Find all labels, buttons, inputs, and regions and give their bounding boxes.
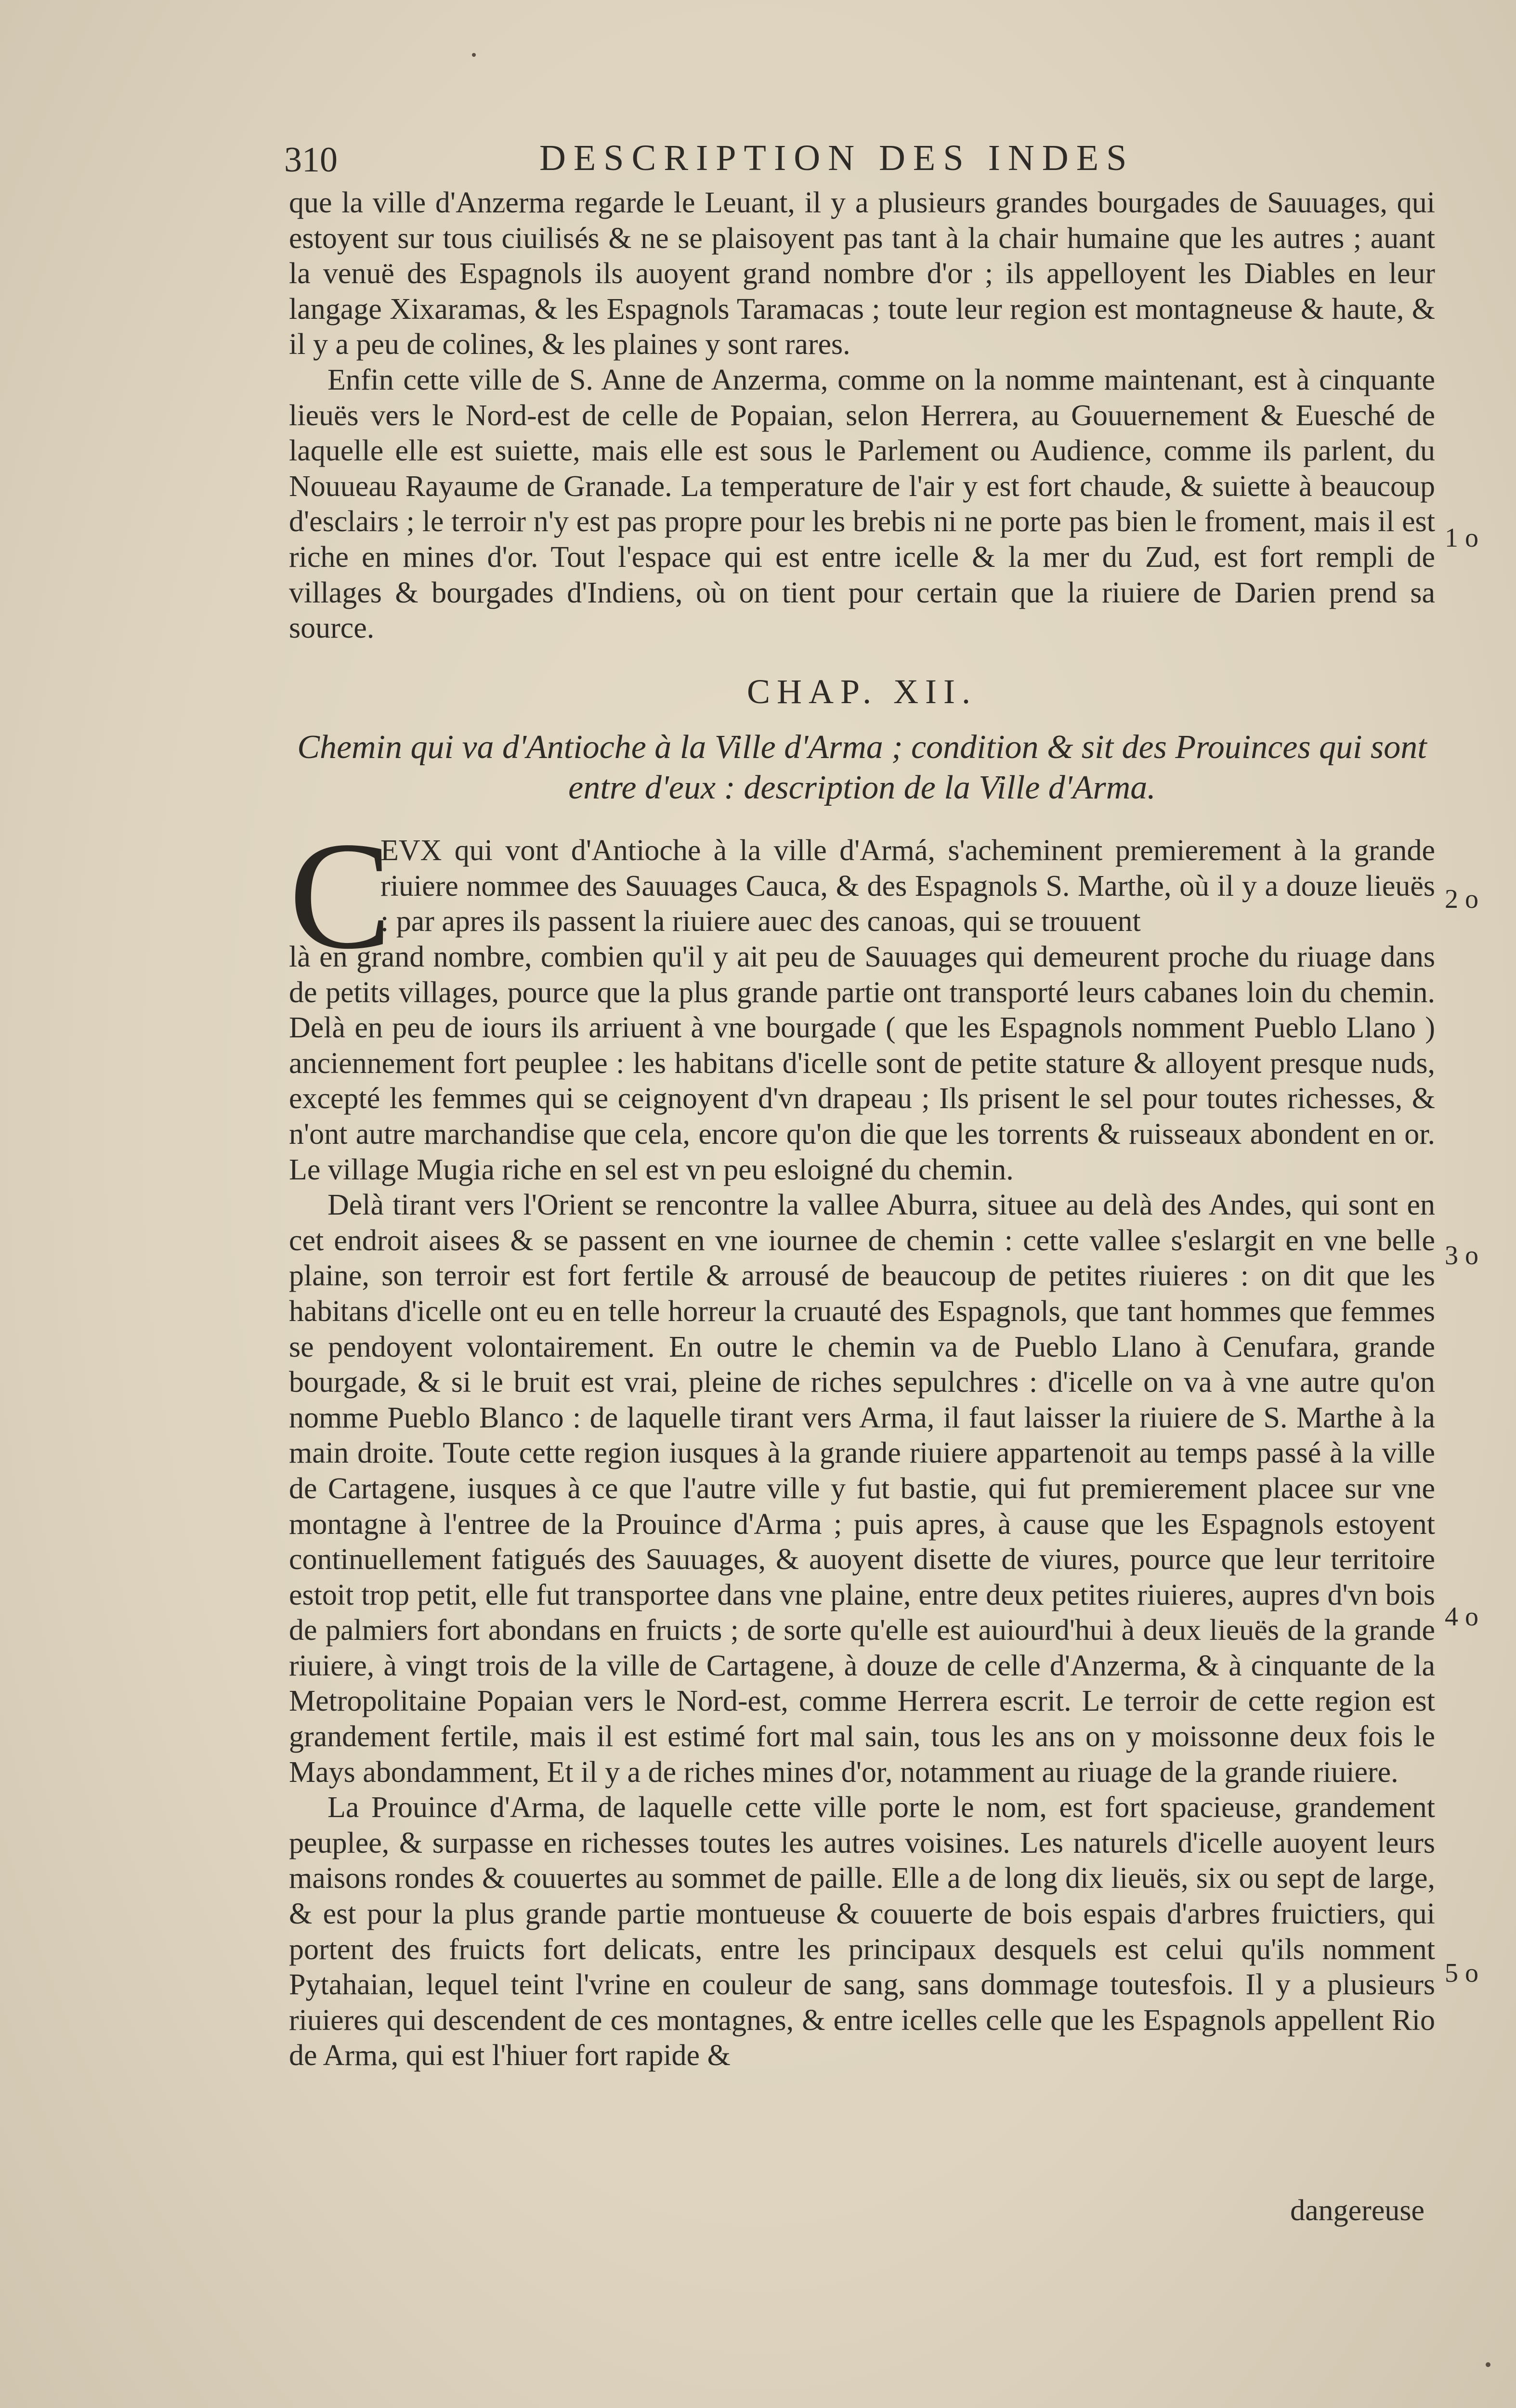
paragraph: Delà tirant vers l'Orient se rencontre la vallee Aburra, situee au delà des Andes, qui sont en cet endroit aisees & se passent en vne iournee de chemin : cette vallee s'eslargit en vne belle plaine, son terroir est fort fertile & arrousé de beaucoup de petites riuieres : on dit que les habitans d'icelle ont eu en telle horreur la cruauté des Espagnols, que tant hommes que femmes se pendoyent volontairement. En outre le chemin va de Pueblo Llano à Cenufara, grande bourgade, & si le bruit est vrai, pleine de riches sepulchres : d'icelle on va à vne autre qu'on nomme Pueblo Blanco : de laquelle tirant vers Arma, il faut laisser la riuiere de S. Marthe à la main droite. Toute cette region iusques à la grande riuiere appartenoit au temps passé à la ville de Cartagene, iusques à ce que l'autre ville y fut bastie, qui fut premierement placee sur vne montagne à l'entree de la Prouince d'Arma ; puis apres, à cause que les Espagnols estoyent continuellement fatigués des Sauuages, & auoyent disette de viures, pource que leur territoire estoit trop petit, elle fut transportee dans vne plaine, entre deux petites riuieres, aupres d'vn bois de palmiers fort abondans en fruicts ; de sorte qu'elle est auiourd'hui à deux lieuës de la grande riuiere, à vingt trois de la ville de Cartagene, à douze de celle d'Anzerma, & à cinquante de la Metropolitaine Popaian vers le Nord-est, comme Herrera escrit. Le terroir de cette region est grandement fertile, mais il est estimé fort mal sain, tous les ans on y moissonne deux fois le Mays abondamment, Et il y a de riches mines d'or, notamment au riuage de la grande riuiere. xyxy=(289,1189,1435,1789)
catchword: dangereuse xyxy=(1290,2194,1425,2227)
chapter-subtitle: Chemin qui va d'Antioche à la Ville d'Arma ; condition & sit des Prouinces qui sont entre d'eux : description de la Ville d'Arma. xyxy=(297,729,1427,806)
line-number-marker: 1 o xyxy=(1445,523,1478,553)
line-number-marker: 4 o xyxy=(1445,1602,1478,1632)
page-header xyxy=(284,130,1247,183)
drop-cap-paragraph-start: EVX qui vont d'Antioche à la ville d'Armá, s'acheminent premierement à la grande riuiere nommee des Sauuages Cauca, & des Espagnols S. Marthe, où il y a douze lieuës : par apres ils passent la riuiere auec des canoas, qui se trouuent xyxy=(380,834,1435,938)
paragraph: que la ville d'Anzerma regarde le Leuant, il y a plusieurs grandes bourgades de Sauuages, qui estoyent sur tous ciuilisés & ne se plaisoyent pas tant à la chair humaine que les autres ; auant la venuë des Espagnols ils auoyent grand nombre d'or ; ils appelloyent les Diables en leur langage Xixaramas, & les Espagnols Taramacas ; toute leur region est montagneuse & haute, & il y a peu de colines, & les plaines y sont rares. xyxy=(289,186,1435,361)
paragraph: là en grand nombre, combien qu'il y ait peu de Sauuages qui demeurent proche du riuage dans de petits villages, pource que la plus grande partie ont transporté leurs cabanes loin du chemin. Delà en peu de iours ils arriuent à vne bourgade ( que les Espagnols nomment Pueblo Llano ) anciennement fort peuplee : les habitans d'icelle sont de petite stature & alloyent presque nuds, excepté les femmes qui se ceignoyent d'vn drapeau ; Ils prisent le sel pour toutes richesses, & n'ont autre marchandise que cela, encore qu'on die que les torrents & ruisseaux abondent en or. Le village Mugia riche en sel est vn peu esloigné du chemin. xyxy=(289,941,1435,1186)
line-number-marker: 2 o xyxy=(1445,884,1478,914)
paragraph: La Prouince d'Arma, de laquelle cette ville porte le nom, est fort spacieuse, grandement peuplee, & surpasse en richesses toutes les autres voisines. Les naturels d'icelle auoyent leurs maisons rondes & couuertes au sommet de paille. Elle a de long dix lieuës, six ou sept de large, & est pour la plus grande partie montueuse & couuerte de bois espais d'arbres fruictiers, qui portent des fruicts fort delicats, entre les principaux desquels est celui qu'ils nomment Pytahaian, lequel teint l'vrine en couleur de sang, sans dommage toutesfois. Il y a plusieurs riuieres qui descendent de ces montagnes, & entre icelles celle que les Espagnols appellent Rio de Arma, qui est l'hiuer fort rapide & xyxy=(289,1791,1435,2072)
line-number-marker: 3 o xyxy=(1445,1241,1478,1270)
drop-cap-letter: C xyxy=(289,811,392,981)
top-text-block xyxy=(289,185,1435,646)
paper-blemish xyxy=(1486,2362,1490,2367)
page-number: 310 xyxy=(284,140,338,180)
chapter-heading: CHAP. XII. xyxy=(746,672,978,711)
line-number-marker: 5 o xyxy=(1445,1958,1478,1988)
chapter-body xyxy=(289,940,1435,2074)
paragraph: Enfin cette ville de S. Anne de Anzerma, comme on la nomme maintenant, est à cinquante lieuës vers le Nord-est de celle de Popaian, selon Herrera, au Gouuernement & Euesché de laquelle elle est suiette, mais elle est sous le Parlement ou Audience, comme ils parlent, du Nouueau Rayaume de Granade. La temperature de l'air y est fort chaude, & suiette à beaucoup d'esclairs ; le terroir n'y est pas propre pour les brebis ni ne porte pas bien le froment, mais il est riche en mines d'or. Tout l'espace qui est entre icelle & la mer du Zud, est fort rempli de villages & bourgades d'Indiens, où on tient pour certain que la riuiere de Darien prend sa source. xyxy=(289,363,1435,645)
paper-blemish xyxy=(472,53,476,57)
running-title: DESCRIPTION DES INDES xyxy=(539,138,1135,178)
